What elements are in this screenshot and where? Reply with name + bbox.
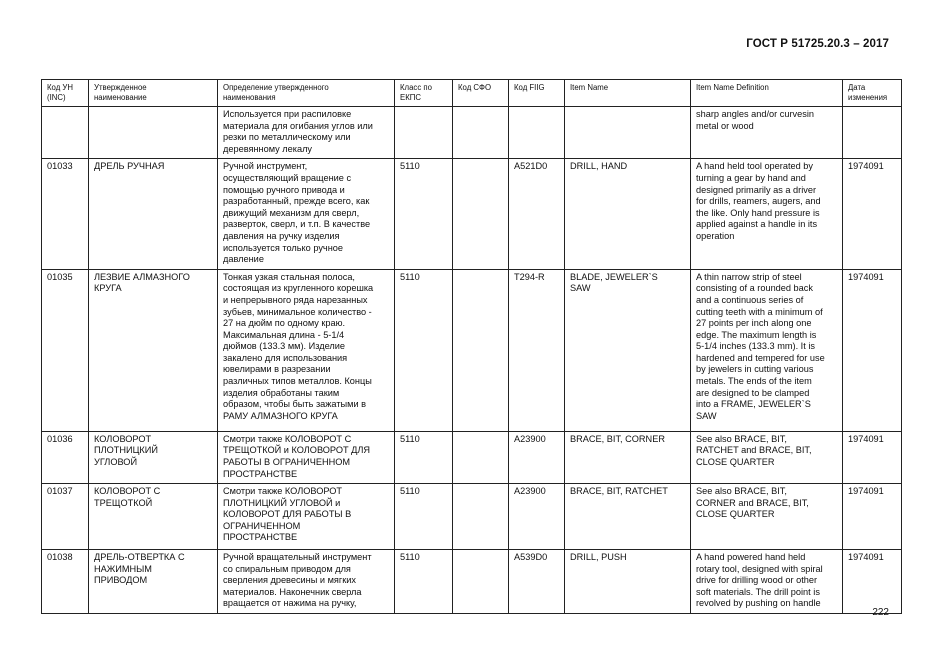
cell-sfo-code <box>453 107 509 159</box>
cell-fiig-code: A539D0 <box>509 550 565 614</box>
cell-item-name: DRILL, PUSH <box>565 550 691 614</box>
column-header-item-name: Item Name <box>565 80 691 107</box>
table-row <box>42 269 902 431</box>
cell-inc-code: 01036 <box>42 431 89 483</box>
cell-name-definition: Тонкая узкая стальная полоса, состоящая из кругленного корешка и непрерывного ряда нарезанных зубьев, минимальное количество - 27 на дюйм по одному краю. Максимальная длина - 5-1/4 дюймов (133.3 мм). Изделие закалено для использования ювелирами в разрезании различных типов металлов. Концы изделия обработаны таким образом, чтобы быть зажатыми в РАМУ АЛМАЗНОГО КРУГА <box>218 269 395 431</box>
cell-fiig-code: A23900 <box>509 431 565 483</box>
cell-name-definition: Смотри также КОЛОВОРОТ ПЛОТНИЦКИЙ УГЛОВОЙ и КОЛОВОРОТ ДЛЯ РАБОТЫ В ОГРАНИЧЕННОМ ПРОСТРАНСТВЕ <box>218 484 395 550</box>
table-row <box>42 550 902 614</box>
cell-item-name <box>565 107 691 159</box>
cell-sfo-code <box>453 269 509 431</box>
cell-item-name-definition: A hand held tool operated by turning a gear by hand and designed primarily as a driver for drills, reamers, augers, and the like. Only hand pressure is applied against a handle in its operation <box>691 159 843 269</box>
cell-approved-name: КОЛОВОРОТ С ТРЕЩОТКОЙ <box>89 484 218 550</box>
cell-ekps-class <box>395 107 453 159</box>
cell-inc-code: 01033 <box>42 159 89 269</box>
cell-item-name-definition: See also BRACE, BIT, CORNER and BRACE, BIT, CLOSE QUARTER <box>691 484 843 550</box>
cell-item-name: BLADE, JEWELER`S SAW <box>565 269 691 431</box>
cell-ekps-class: 5110 <box>395 484 453 550</box>
cell-approved-name: ДРЕЛЬ-ОТВЕРТКА С НАЖИМНЫМ ПРИВОДОМ <box>89 550 218 614</box>
cell-sfo-code <box>453 550 509 614</box>
page-number: 222 <box>872 607 889 618</box>
cell-sfo-code <box>453 484 509 550</box>
cell-fiig-code: A521D0 <box>509 159 565 269</box>
cell-approved-name: КОЛОВОРОТ ПЛОТНИЦКИЙ УГЛОВОЙ <box>89 431 218 483</box>
table-row <box>42 107 902 159</box>
cell-inc-code: 01035 <box>42 269 89 431</box>
cell-name-definition: Смотри также КОЛОВОРОТ С ТРЕЩОТКОЙ и КОЛОВОРОТ ДЛЯ РАБОТЫ В ОГРАНИЧЕННОМ ПРОСТРАНСТВЕ <box>218 431 395 483</box>
cell-ekps-class: 5110 <box>395 550 453 614</box>
cell-approved-name: ДРЕЛЬ РУЧНАЯ <box>89 159 218 269</box>
cell-fiig-code: T294-R <box>509 269 565 431</box>
column-header-fiig-code: Код FIIG <box>509 80 565 107</box>
cell-sfo-code <box>453 431 509 483</box>
cell-item-name-definition: sharp angles and/or curvesin metal or wood <box>691 107 843 159</box>
column-header-approved-name: Утвержденное наименование <box>89 80 218 107</box>
cell-ekps-class: 5110 <box>395 269 453 431</box>
cell-name-definition: Используется при распиловке материала для огибания углов или резки по металлическому или деревянному лекалу <box>218 107 395 159</box>
cell-change-date: 1974091 <box>843 550 902 614</box>
cell-change-date: 1974091 <box>843 269 902 431</box>
column-header-name-definition: Определение утвержденного наименования <box>218 80 395 107</box>
column-header-inc-code: Код УН (INC) <box>42 80 89 107</box>
cell-item-name-definition: A hand powered hand held rotary tool, designed with spiral drive for drilling wood or other soft materials. The drill point is revolved by pushing on handle <box>691 550 843 614</box>
header-row <box>42 80 902 107</box>
cell-fiig-code <box>509 107 565 159</box>
cell-approved-name <box>89 107 218 159</box>
cell-approved-name: ЛЕЗВИЕ АЛМАЗНОГО КРУГА <box>89 269 218 431</box>
cell-inc-code <box>42 107 89 159</box>
cell-change-date: 1974091 <box>843 159 902 269</box>
table-row <box>42 159 902 269</box>
cell-ekps-class: 5110 <box>395 159 453 269</box>
cell-change-date: 1974091 <box>843 431 902 483</box>
column-header-item-name-definition: Item Name Definition <box>691 80 843 107</box>
cell-sfo-code <box>453 159 509 269</box>
cell-ekps-class: 5110 <box>395 431 453 483</box>
cell-item-name-definition: See also BRACE, BIT, RATCHET and BRACE, BIT, CLOSE QUARTER <box>691 431 843 483</box>
column-header-change-date: Дата изменения <box>843 80 902 107</box>
column-header-sfo-code: Код СФО <box>453 80 509 107</box>
cell-item-name: DRILL, HAND <box>565 159 691 269</box>
column-header-ekps-class: Класс по ЕКПС <box>395 80 453 107</box>
item-catalog-table <box>41 79 902 614</box>
cell-name-definition: Ручной инструмент, осуществляющий вращение с помощью ручного привода и разработанный, прежде всего, как движущий механизм для сверл, разверток, сверл, и т.п. В качестве давления на ручку изделия используется только ручное давление <box>218 159 395 269</box>
cell-inc-code: 01038 <box>42 550 89 614</box>
table-row <box>42 431 902 483</box>
cell-name-definition: Ручной вращательный инструмент со спиральным приводом для сверления древесины и мягких материалов. Наконечник сверла вращается от нажима на ручку, <box>218 550 395 614</box>
table-row <box>42 484 902 550</box>
cell-item-name: BRACE, BIT, RATCHET <box>565 484 691 550</box>
cell-change-date <box>843 107 902 159</box>
cell-change-date: 1974091 <box>843 484 902 550</box>
cell-inc-code: 01037 <box>42 484 89 550</box>
cell-item-name: BRACE, BIT, CORNER <box>565 431 691 483</box>
table-body <box>42 107 902 614</box>
cell-item-name-definition: A thin narrow strip of steel consisting of a rounded back and a continuous series of cutting teeth with a minimum of 27 points per inch along one edge. The maximum length is 5-1/4 inches (133.3 mm). It is hardened and tempered for use by jewelers in cutting various metals. The ends of the item are designed to be clamped into a FRAME, JEWELER`S SAW <box>691 269 843 431</box>
cell-fiig-code: A23900 <box>509 484 565 550</box>
standard-designation: ГОСТ Р 51725.20.3 – 2017 <box>746 38 889 50</box>
